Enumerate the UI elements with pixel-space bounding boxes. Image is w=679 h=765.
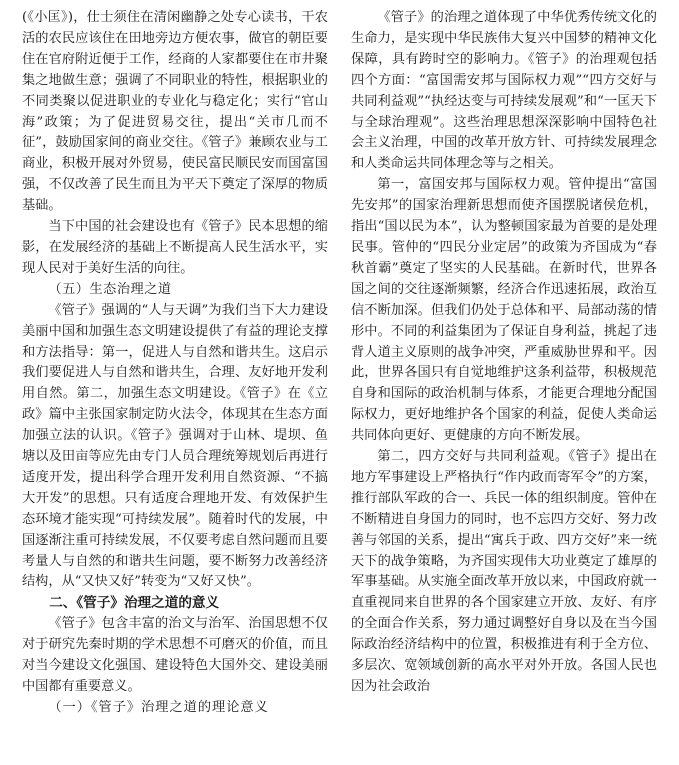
- left-paragraph-4: 《管子》包含丰富的治文与治军、治国思想不仅对于研究先秦时期的学术思想不可磨灭的价值，而且对当今建设文化强国、建设特色大国外交、建设美丽中国都有重要意义。: [22, 616, 328, 694]
- left-column: [22, 8, 328, 765]
- right-paragraph-2: 第一，富国安邦与国际权力观。管仲提出“富国先安邦”的国家治理新思想而使齐国摆脱诸侯危机，指出“国以民为本”，认为整顿国家最为首要的是处理民事。管仲的“四民分业定居”的政策为齐国成为“春秋首霸”奠定了坚实的人民基础。在新时代，世界各国之间的交往逐渐频繁，经济合作迅速拓展，政治互信不断加深。但我们仍处于总体和平、局部动荡的情形中。不同的利益集团为了保证自身利益，挑起了违背人道主义原则的战争冲突，严重威胁世界和平。因此，世界各国只有自觉地维护这条利益带，积极规范自身和国际的政治机制与体系，才能更合理地分配国际权力，更好地维护各个国家的利益，促使人类命运共同体向更好、更健康的方向不断发展。: [351, 177, 657, 444]
- section-heading-ecology: （五）生态治理之道: [48, 281, 172, 297]
- right-paragraph-3: 第二，四方交好与共同利益观。《管子》提出在地方军事建设上严格执行“作内政而寄军令”的方案，推行部队军政的合一、兵民一体的组织制度。管仲在不断精进自身国力的同时，也不忘四方交好、努力改善与邻国的关系，提出“寓兵于政、四方交好”来一统天下的战争策略，为齐国实现伟大功业奠定了雄厚的军事基础。从实施全面改革开放以来，中国政府就一直重视同来自世界的各个国家建立开放、友好、有序的全面合作关系，努力通过调整好自身以及在当今国际政治经济结构中的位置，积极推进有利于全方位、多层次、宽领域创新的高水平对外开放。各国人民也因为社会政治: [351, 449, 657, 694]
- left-paragraph-2: 当下中国的社会建设也有《管子》民本思想的缩影，在发展经济的基础上不断提高人民生活水平，实现人民对于美好生活的向往。: [22, 219, 328, 276]
- left-paragraph-1: (《小匡》)，仕士须住在清闲幽静之处专心读书，干农活的农民应该住在田地旁边方便农事，做官的朝臣要住在官府附近便于工作，经商的人家都要住在市井聚集之地做生意；强调了不同职业的特性，根据职业的不同类聚以促进职业的专业化与稳定化；实行“官山海”政策；为了促进贸易交往，提出“关市几而不征”，鼓励国家间的商业交往。《管子》兼顾农业与工商业，积极开展对外贸易，使民富民顺民安而国富国强，不仅改善了民生而且为平天下奠定了深厚的物质基础。: [22, 10, 328, 214]
- right-column: [351, 8, 657, 765]
- section-heading-significance: 二、《管子》治理之道的意义: [49, 595, 220, 612]
- left-paragraph-3: 《管子》强调的“人与天调”为我们当下大力建设美丽中国和加强生态文明建设提供了有益的理论支撑和方法指导：第一，促进人与自然和谐共生。这启示我们要促进人与自然和谐共生，合理、友好地开发利用自然。第二，加强生态文明建设。《管子》在《立政》篇中主张国家制定防火法令，体现其在生态方面加强立法的认识。《管子》强调对于山林、堤坝、鱼塘以及田亩等应先由专门人员合理统筹规划后再进行适度开发，提出科学合理开发利用自然资源、“不搞大开发”的思想。只有适度合理地开发、有效保护生态环境才能实现“可持续发展”。随着时代的发展，中国逐渐注重可持续发展，不仅要考虑自然问题而且要考量人与自然的和谐共生问题，要不断努力改善经济结构，从“又快又好”转变为“又好又快”。: [22, 302, 328, 590]
- subsection-heading-theory: （一）《管子》治理之道的理论意义: [48, 699, 269, 715]
- right-paragraph-1: 《管子》的治理之道体现了中华优秀传统文化的生命力，是实现中华民族伟大复兴中国梦的精神文化保障，具有跨时空的影响力。《管子》的治理观包括四个方面：“富国需安邦与国际权力观”“四方交好与共同利益观”“执经达变与可持续发展观”和“一匡天下与全球治理观”。这些治理思想深深影响中国特色社会主义治理，中国的改革开放方针、可持续发展理念和人类命运共同体理念等与之相关。: [351, 10, 657, 172]
